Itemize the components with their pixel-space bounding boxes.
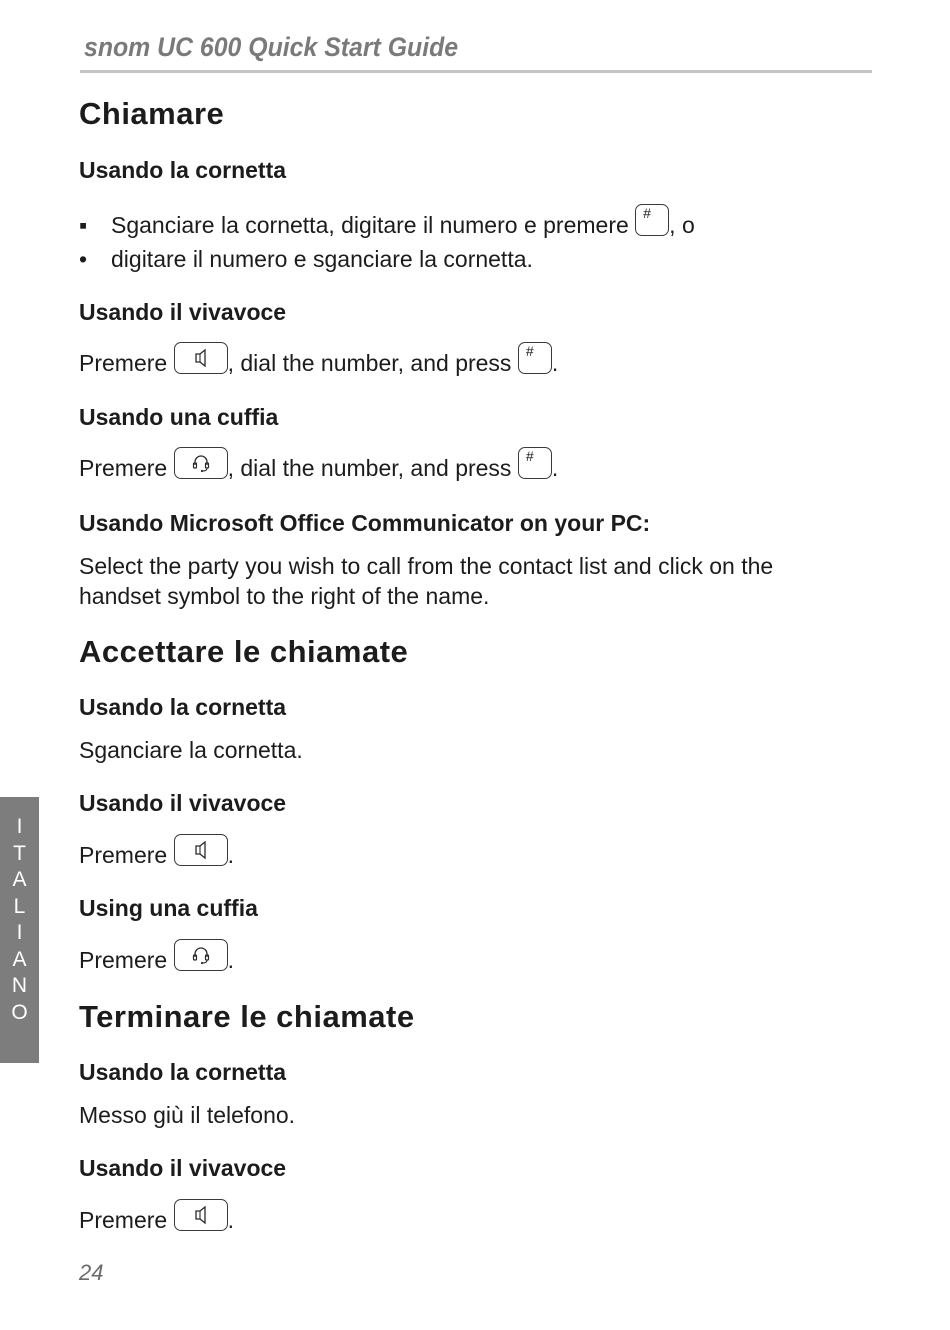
heading-call-communicator: Usando Microsoft Office Communicator on your PC: <box>79 510 651 536</box>
header-divider <box>80 70 872 73</box>
dot-bullet: • <box>79 246 88 272</box>
speaker-key-icon <box>174 1199 228 1231</box>
communicator-text: Select the party you wish to call from the contact list and click on the handset symbol to the right of the name. <box>79 553 774 609</box>
instruction-end: . <box>551 455 559 481</box>
section-title-end: Terminare le chiamate <box>79 999 415 1034</box>
side-tab-letter: N <box>11 974 28 997</box>
headset-key-icon <box>174 447 228 479</box>
hash-label: # <box>525 448 534 464</box>
bullet-item-1 <box>79 205 695 239</box>
hash-label: # <box>643 205 651 221</box>
section-title-call: Chiamare <box>79 96 225 131</box>
instruction-end: . <box>551 350 559 376</box>
heading-end-handset: Usando la cornetta <box>79 1059 287 1085</box>
hash-label: # <box>525 343 534 359</box>
instruction-end-speaker <box>79 1207 234 1234</box>
instruction-text: Premere <box>79 842 168 868</box>
instruction-accept-headset <box>79 947 234 974</box>
instruction-text: Premere <box>79 947 168 973</box>
instruction-end: . <box>227 947 234 973</box>
instruction-text: Premere <box>79 1207 168 1233</box>
headset-key-icon <box>174 939 228 971</box>
bullet-text: Sganciare la cornetta, digitare il numero e premere <box>111 212 629 238</box>
heading-call-headset: Usando una cuffia <box>79 404 279 430</box>
square-bullet: ▪ <box>79 212 88 238</box>
instruction-text: Premere <box>79 350 168 376</box>
hash-key-icon <box>518 342 552 374</box>
instruction-accept-speaker <box>79 842 234 869</box>
speaker-key-icon <box>174 342 228 374</box>
header-title: snom UC 600 Quick Start Guide <box>84 32 459 62</box>
side-tab-letter: I <box>16 815 23 838</box>
side-tab-letter: A <box>12 868 27 891</box>
instruction-text: Premere <box>79 455 168 481</box>
side-tab-letter: T <box>13 841 26 865</box>
heading-accept-speaker: Usando il vivavoce <box>79 790 287 816</box>
end-handset-text: Messo giù il telefono. <box>79 1102 296 1128</box>
instruction-end: . <box>227 1207 234 1233</box>
side-tab-letter: A <box>12 947 27 971</box>
bullet-suffix: , o <box>669 212 695 238</box>
heading-end-speaker: Usando il vivavoce <box>79 1155 287 1181</box>
heading-accept-headset: Using una cuffia <box>79 895 258 921</box>
hash-key-icon <box>635 204 669 236</box>
section-title-accept: Accettare le chiamate <box>79 634 409 669</box>
instruction-end: . <box>227 842 234 868</box>
side-tab-letter: I <box>16 921 23 944</box>
heading-accept-handset: Usando la cornetta <box>79 694 287 720</box>
page-number: 24 <box>79 1260 104 1285</box>
side-tab-letter: L <box>13 894 26 918</box>
bullet-text: digitare il numero e sganciare la cornetta. <box>111 246 533 272</box>
speaker-key-icon <box>174 834 228 866</box>
heading-call-handset: Usando la cornetta <box>79 157 287 183</box>
hash-key-icon <box>518 447 552 479</box>
instruction-text: , dial the number, and press <box>227 350 512 376</box>
side-tab-letter: O <box>11 1000 28 1024</box>
bullet-item-2 <box>79 246 533 273</box>
language-side-tab <box>0 797 39 1063</box>
instruction-call-headset <box>79 448 559 482</box>
instruction-call-speaker <box>79 343 559 377</box>
heading-call-speaker: Usando il vivavoce <box>79 299 287 325</box>
instruction-text: , dial the number, and press <box>227 455 512 481</box>
accept-handset-text: Sganciare la cornetta. <box>79 737 303 763</box>
